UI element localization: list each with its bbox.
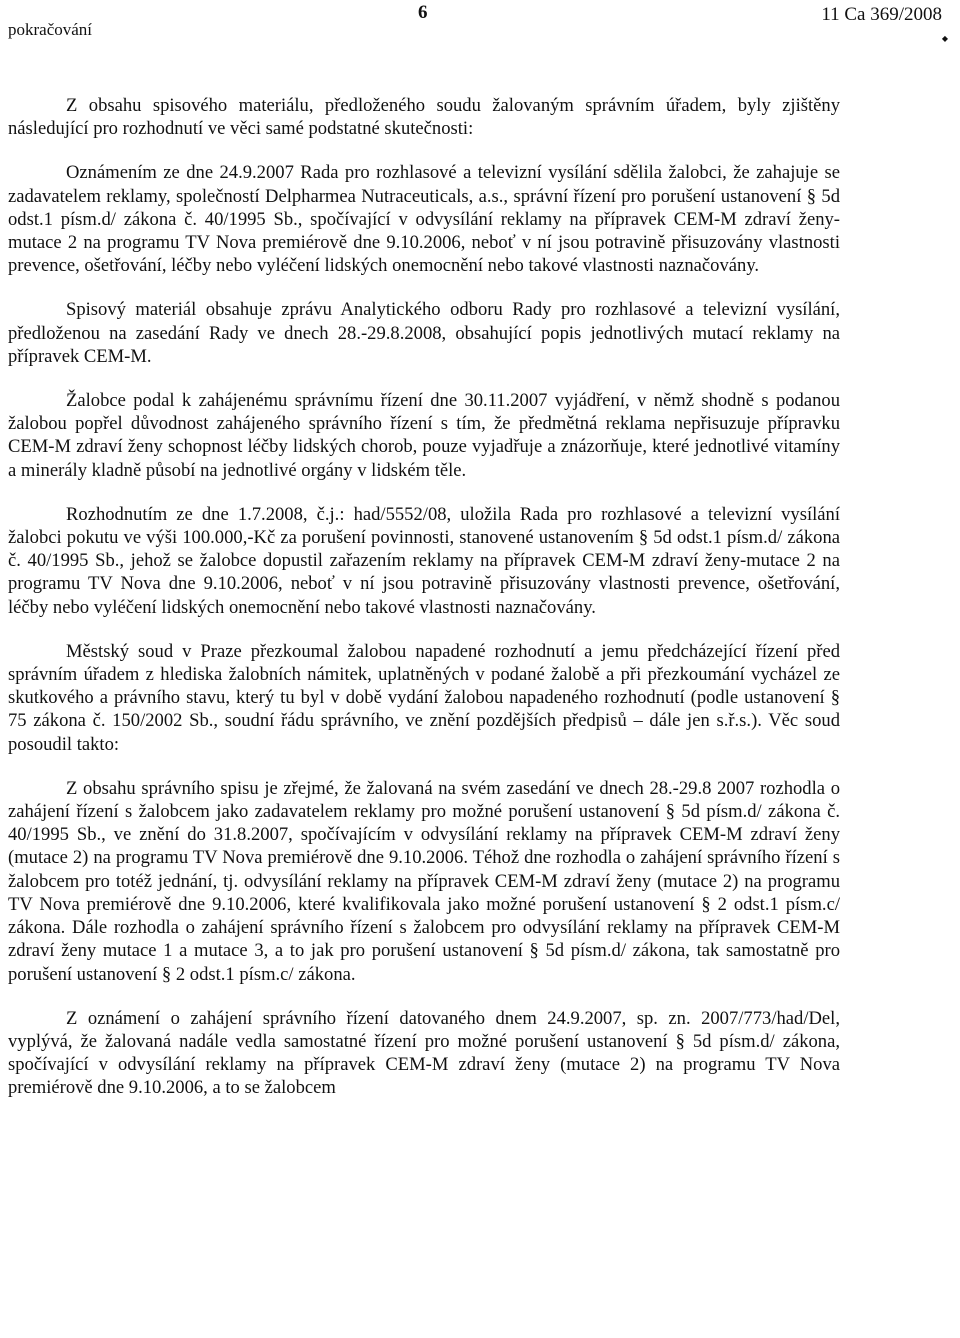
page-header: [0, 0, 960, 50]
paragraph-2: Oznámením ze dne 24.9.2007 Rada pro rozhlasové a televizní vysílání sdělila žalobci, že zahajuje se zadavatelem reklamy, společností Delpharmea Nutraceuticals, a.s., správní řízení pro porušení ustanovení § 5d odst.1 písm.d/ zákona č. 40/1995 Sb., spočívající v odvysílání reklamy na přípravek CEM-M zdraví ženy-mutace 2 na programu TV Nova premiérově dne 9.10.2006, neboť v ní jsou potravině přisuzovány vlastnosti prevence, ošetřování, léčby nebo vyléčení lidských onemocnění nebo takové vlastnosti naznačovány.: [8, 162, 840, 277]
continuation-label: pokračování: [8, 20, 93, 39]
paragraph-4: Žalobce podal k zahájenému správnímu řízení dne 30.11.2007 vyjádření, v němž shodně s podanou žalobou popřel důvodnost zahájeného správního řízení s tím, že předmětná reklama nepřisuzuje přípravku CEM-M zdraví ženy schopnost léčby lidských chorob, pouze vyjadřuje a znázorňuje, které jednotlivé vitamíny a minerály kladně působí na jednotlivé orgány v lidském těle.: [8, 390, 840, 481]
paragraph-6: Městský soud v Praze přezkoumal žalobou napadené rozhodnutí a jemu předcházející řízení před správním úřadem z hlediska žalobních námitek, uplatněných v podané žalobě a při přezkoumání vycházel ze skutkového a právního stavu, který tu byl v době vydání žalobou napadeného rozhodnutí (podle ustanovení § 75 zákona č. 150/2002 Sb., soudní řádu správního, ve znění pozdějších předpisů – dále jen s.ř.s.). Věc soud posoudil takto:: [8, 640, 840, 755]
paragraph-1: Z obsahu spisového materiálu, předloženého soudu žalovaným správním úřadem, byly zjištěny následující pro rozhodnutí ve věci samé podstatné skutečnosti:: [8, 95, 840, 140]
paragraph-8: Z oznámení o zahájení správního řízení datovaného dnem 24.9.2007, sp. zn. 2007/773/had/Del, vyplývá, že žalovaná nadále vedla samostatné řízení pro možné porušení ustanovení § 5d písm.d/ zákona, spočívající v odvysílání reklamy na přípravek CEM-M zdraví ženy (mutace 2) na programu TV Nova premiérově dne 9.10.2006, a to se žalobcem: [8, 1007, 840, 1099]
paragraph-5: Rozhodnutím ze dne 1.7.2008, č.j.: had/5552/08, uložila Rada pro rozhlasové a televizní vysílání žalobci pokutu ve výši 100.000,-Kč za porušení povinnosti, stanovené ustanovením § 5d odst.1 písm.d/ zákona č. 40/1995 Sb., jehož se žalobce dopustil zařazením reklamy na přípravek CEM-M zdraví ženy-mutace 2 na programu TV Nova dne 9.10.2006, neboť v ní jsou potravině přisuzovány vlastnosti prevence, ošetřování, léčby nebo vyléčení lidských onemocnění nebo takové vlastnosti naznačovány.: [8, 503, 840, 618]
document-body: [8, 94, 840, 1100]
paragraph-3: Spisový materiál obsahuje zprávu Analytického odboru Rady pro rozhlasové a televizní vysílání, předloženou na zasedání Rady ve dnech 28.-29.8.2008, obsahující popis jednotlivých mutací reklamy na přípravek CEM-M.: [8, 299, 840, 367]
bullet-mark: ◆: [941, 34, 948, 43]
paragraph-7: Z obsahu správního spisu je zřejmé, že žalovaná na svém zasedání ve dnech 28.-29.8 2007 rozhodla o zahájení řízení s žalobcem jako zadavatelem reklamy pro možné porušení ustanovení § 5d písm.d/ zákona č. 40/1995 Sb., ve znění do 31.8.2007, spočívajícím v odvysílání reklamy na přípravek CEM-M zdraví ženy (mutace 2) na programu TV Nova premiérově dne 9.10.2006. Téhož dne rozhodla o zahájení správního řízení s žalobcem pro totéž jednání, tj. odvysílání reklamy na přípravek CEM-M zdraví ženy (mutace 2) na programu TV Nova premiérově dne 9.10.2006, které kvalifikovala jako možné porušení ustanovení § 2 odst.1 písm.c/ zákona. Dále rozhodla o zahájení správního řízení s žalobcem pro odvysílání reklamy na přípravek CEM-M zdraví ženy mutace 1 a mutace 3, a to jak pro porušení ustanovení § 5d písm.d/ zákona, tak samostatně pro porušení ustanovení § 2 odst.1 písm.c/ zákona.: [8, 777, 840, 985]
page-number: 6: [418, 2, 428, 23]
case-number: 11 Ca 369/2008: [821, 4, 942, 25]
